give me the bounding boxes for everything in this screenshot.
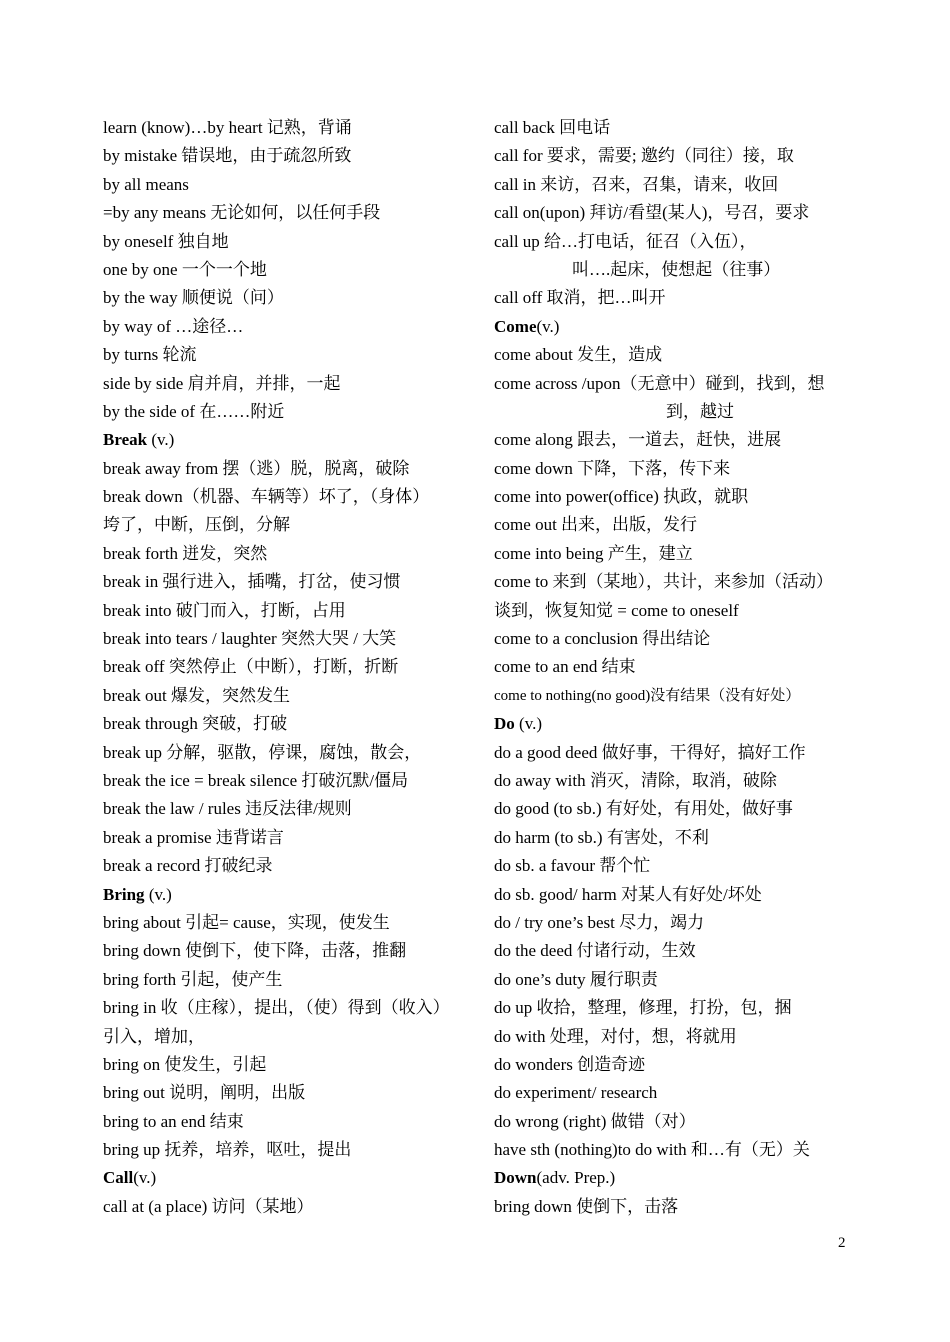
- right-column: [494, 114, 864, 1221]
- phrase-entry: by turns 轮流: [103, 345, 197, 365]
- section-heading: [494, 313, 864, 341]
- section-heading: [103, 1164, 473, 1192]
- phrase-entry: call for 要求，需要; 邀约（同往）接，取: [494, 146, 794, 166]
- phrase-entry: break in 强行进入，插嘴，打岔，使习惯: [103, 572, 401, 592]
- phrase-entry: by mistake 错误地，由于疏忽所致: [103, 146, 352, 166]
- heading-part-of-speech: (v.): [144, 884, 172, 904]
- phrase-entry: bring down 使倒下，使下降，击落，推翻: [103, 941, 407, 961]
- phrase-entry: bring on 使发生，引起: [103, 1054, 267, 1074]
- phrase-entry: do sb. good/ harm 对某人有好处/坏处: [494, 884, 762, 904]
- phrase-entry: =by any means 无论如何，以任何手段: [103, 203, 381, 223]
- phrase-entry: call on(upon) 拜访/看望(某人)，号召，要求: [494, 203, 810, 223]
- phrase-entry: do good (to sb.) 有好处，有用处，做好事: [494, 799, 793, 819]
- heading-part-of-speech: (v.): [536, 316, 560, 336]
- phrase-entry: break into tears / laughter 突然大哭 / 大笑: [103, 629, 397, 649]
- phrase-entry: learn (know)…by heart 记熟，背诵: [103, 118, 352, 137]
- phrase-entry: bring out 说明，阐明，出版: [103, 1083, 306, 1103]
- section-heading: [103, 881, 473, 909]
- phrase-entry: come along 跟去，一道去，赶快，进展: [494, 430, 782, 450]
- phrase-entry: call at (a place) 访问（某地）: [103, 1196, 314, 1216]
- section-heading: [103, 426, 473, 454]
- phrase-entry: do one’s duty 履行职责: [494, 969, 658, 989]
- heading-part-of-speech: (v.): [133, 1168, 157, 1188]
- heading-part-of-speech: (v.): [147, 430, 175, 450]
- phrase-entry: do sb. a favour 帮个忙: [494, 856, 651, 876]
- phrase-entry: 叫….起床，使想起（往事）: [572, 259, 781, 279]
- phrase-entry: break forth 迸发，突然: [103, 543, 268, 563]
- heading-word: Break: [103, 430, 148, 450]
- phrase-entry: do away with 消灭，清除，取消，破除: [494, 770, 777, 790]
- phrase-entry: do the deed 付诸行动，生效: [494, 941, 696, 961]
- phrase-entry: come to a conclusion 得出结论: [494, 629, 711, 649]
- phrase-entry: by oneself 独自地: [103, 231, 229, 251]
- phrase-entry: 垮了，中断，压倒，分解: [103, 515, 290, 535]
- phrase-entry: break the ice = break silence 打破沉默/僵局: [103, 770, 409, 790]
- phrase-entry: break off 突然停止（中断），打断，折断: [103, 657, 399, 677]
- phrase-entry: break away from 摆（逃）脱，脱离，破除: [103, 458, 410, 478]
- phrase-entry: 到，越过: [666, 401, 734, 421]
- phrase-entry: do harm (to sb.) 有害处，不利: [494, 827, 709, 847]
- phrase-entry: do wonders 创造奇迹: [494, 1054, 646, 1074]
- phrase-entry: do / try one’s best 尽力，竭力: [494, 912, 705, 932]
- phrase-entry: break through 突破，打破: [103, 714, 288, 734]
- heading-part-of-speech: (adv. Prep.): [536, 1168, 616, 1188]
- heading-word: Bring: [103, 884, 145, 904]
- phrase-entry: one by one 一个一个地: [103, 259, 267, 279]
- phrase-entry: have sth (nothing)to do with 和…有（无）关: [494, 1140, 810, 1160]
- phrase-entry: 引入，增加，: [103, 1026, 205, 1046]
- phrase-entry: break into 破门而入，打断，占用: [103, 600, 346, 620]
- phrase-entry: break down（机器、车辆等）坏了，（身体）: [103, 487, 430, 507]
- phrase-entry: call up 给…打电话，征召（入伍），: [494, 231, 757, 251]
- phrase-entry: come out 出来，出版，发行: [494, 515, 698, 535]
- phrase-entry: by the way 顺便说（问）: [103, 288, 284, 308]
- phrase-entry: do with 处理，对付，想，将就用: [494, 1026, 737, 1046]
- phrase-entry: come into being 产生，建立: [494, 543, 693, 563]
- section-heading: [494, 710, 864, 738]
- phrase-entry: 谈到，恢复知觉 = come to oneself: [494, 600, 739, 620]
- heading-word: Down: [494, 1168, 537, 1188]
- phrase-entry: call back 回电话: [494, 118, 611, 137]
- phrase-entry: break the law / rules 违反法律/规则: [103, 799, 352, 819]
- page-number: 2: [838, 1235, 846, 1251]
- phrase-entry: bring about 引起= cause，实现，使发生: [103, 912, 390, 932]
- phrase-entry: break a record 打破纪录: [103, 856, 273, 876]
- phrase-entry: come across /upon（无意中）碰到，找到，想: [494, 373, 825, 393]
- phrase-entry: call in 来访，召来，召集，请来，收回: [494, 174, 779, 194]
- section-heading: [494, 1164, 864, 1192]
- heading-word: Do: [494, 714, 515, 734]
- left-column: [103, 114, 473, 1221]
- phrase-entry: by way of …途径…: [103, 316, 244, 336]
- phrase-entry: do up 收拾，整理，修理，打扮，包，捆: [494, 998, 792, 1018]
- phrase-entry: bring to an end 结束: [103, 1111, 244, 1131]
- phrase-entry: by the side of 在……附近: [103, 401, 285, 421]
- phrase-entry: call off 取消，把…叫开: [494, 288, 666, 308]
- phrase-entry: bring in 收（庄稼），提出，（使）得到（收入）: [103, 998, 450, 1018]
- phrase-entry: bring up 抚养，培养，呕吐，提出: [103, 1140, 352, 1160]
- phrase-entry: do a good deed 做好事，干得好，搞好工作: [494, 742, 806, 762]
- heading-word: Come: [494, 316, 537, 336]
- phrase-entry: come to nothing(no good)没有结果（没有好处）: [494, 687, 801, 704]
- phrase-entry: by all means: [103, 174, 189, 194]
- phrase-entry: side by side 肩并肩，并排，一起: [103, 373, 341, 393]
- heading-word: Call: [103, 1168, 134, 1188]
- phrase-entry: break out 爆发，突然发生: [103, 685, 290, 705]
- heading-part-of-speech: (v.): [514, 714, 542, 734]
- phrase-entry: break up 分解，驱散，停课，腐蚀，散会，: [103, 742, 422, 762]
- phrase-entry: do experiment/ research: [494, 1083, 658, 1103]
- phrase-entry: do wrong (right) 做错（对）: [494, 1111, 696, 1131]
- phrase-entry: bring forth 引起，使产生: [103, 969, 283, 989]
- phrase-entry: come into power(office) 执政，就职: [494, 487, 749, 507]
- phrase-entry: come to an end 结束: [494, 657, 636, 677]
- phrase-entry: break a promise 违背诺言: [103, 827, 284, 847]
- phrase-entry: come down 下降，下落，传下来: [494, 458, 731, 478]
- phrase-entry: come to 来到（某地），共计，来参加（活动）: [494, 572, 834, 592]
- phrase-entry: come about 发生，造成: [494, 345, 663, 365]
- phrase-entry: bring down 使倒下，击落: [494, 1196, 679, 1216]
